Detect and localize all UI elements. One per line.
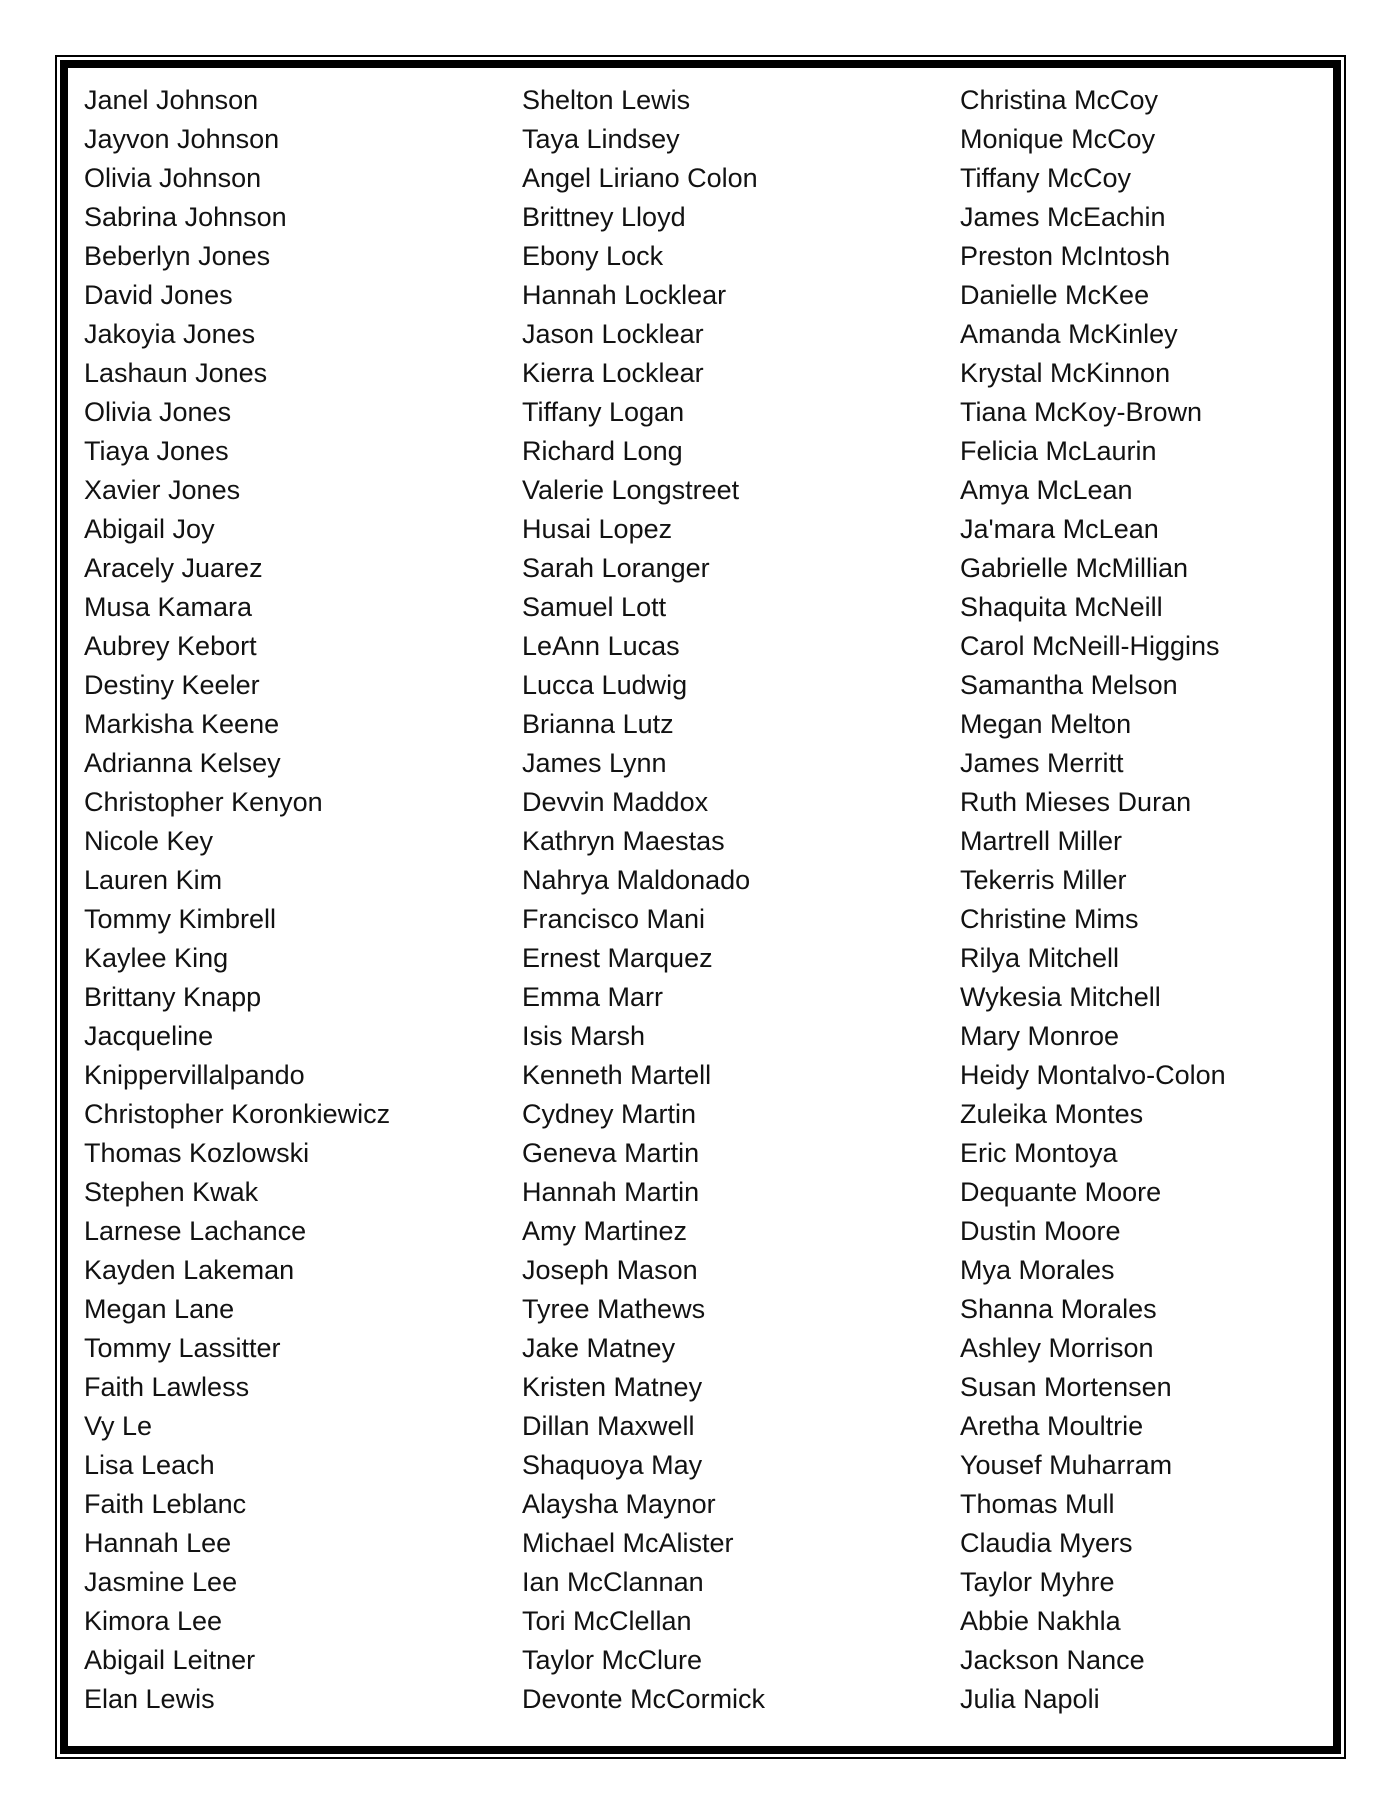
list-item: Wykesia Mitchell <box>960 982 1161 1012</box>
list-item: Tommy Kimbrell <box>84 904 277 934</box>
list-item: Tyree Mathews <box>522 1294 706 1324</box>
list-item: Michael McAlister <box>522 1528 734 1558</box>
list-item: Shelton Lewis <box>522 85 691 115</box>
list-item: Taya Lindsey <box>522 124 680 154</box>
list-item: Dustin Moore <box>960 1216 1121 1246</box>
list-item: Lucca Ludwig <box>522 670 688 700</box>
list-item: Monique McCoy <box>960 124 1156 154</box>
list-item: Xavier Jones <box>84 475 241 505</box>
list-item: David Jones <box>84 280 233 310</box>
list-item: Geneva Martin <box>522 1138 700 1168</box>
list-item: Destiny Keeler <box>84 670 260 700</box>
list-item: Megan Lane <box>84 1294 235 1324</box>
list-item: James Merritt <box>960 748 1124 778</box>
list-item: Tiana McKoy-Brown <box>960 397 1203 427</box>
list-item: Vy Le <box>84 1411 153 1441</box>
list-item: Jake Matney <box>522 1333 676 1363</box>
list-item: Kenneth Martell <box>522 1060 712 1090</box>
list-item: Sabrina Johnson <box>84 202 287 232</box>
list-item: Julia Napoli <box>960 1684 1100 1714</box>
list-item: Jayvon Johnson <box>84 124 280 154</box>
list-item: LeAnn Lucas <box>522 631 680 661</box>
list-item: Christina McCoy <box>960 85 1159 115</box>
list-item: Christine Mims <box>960 904 1139 934</box>
name-column-1 <box>84 81 522 1719</box>
list-item: Danielle McKee <box>960 280 1150 310</box>
list-item: Devonte McCormick <box>522 1684 766 1714</box>
list-item: Carol McNeill-Higgins <box>960 631 1220 661</box>
list-item: Heidy Montalvo-Colon <box>960 1060 1226 1090</box>
list-item: Christopher Kenyon <box>84 787 323 817</box>
list-item: Megan Melton <box>960 709 1132 739</box>
list-item: Samuel Lott <box>522 592 667 622</box>
list-item: Olivia Johnson <box>84 163 262 193</box>
list-item: Mya Morales <box>960 1255 1115 1285</box>
list-item: Faith Leblanc <box>84 1489 247 1519</box>
list-item: Kimora Lee <box>84 1606 223 1636</box>
list-item: Kristen Matney <box>522 1372 703 1402</box>
list-item: Ja'mara McLean <box>960 514 1159 544</box>
list-item: Martrell Miller <box>960 826 1122 856</box>
list-item: Thomas Kozlowski <box>84 1138 310 1168</box>
page-border-frame <box>55 55 1346 1759</box>
list-item: Kayden Lakeman <box>84 1255 295 1285</box>
list-item: Ian McClannan <box>522 1567 704 1597</box>
list-item: James Lynn <box>522 748 667 778</box>
list-item: Jasmine Lee <box>84 1567 238 1597</box>
list-item: Shaquita McNeill <box>960 592 1163 622</box>
list-item: Aracely Juarez <box>84 553 263 583</box>
list-item: Elan Lewis <box>84 1684 215 1714</box>
list-item: Beberlyn Jones <box>84 241 271 271</box>
list-item: Shanna Morales <box>960 1294 1157 1324</box>
list-item: Tiffany McCoy <box>960 163 1132 193</box>
list-item: Angel Liriano Colon <box>522 163 758 193</box>
list-item: Tommy Lassitter <box>84 1333 281 1363</box>
list-item: Jason Locklear <box>522 319 704 349</box>
list-item: Abigail Leitner <box>84 1645 256 1675</box>
list-item: Zuleika Montes <box>960 1099 1144 1129</box>
list-item: Markisha Keene <box>84 709 280 739</box>
list-item: Alaysha Maynor <box>522 1489 716 1519</box>
list-item: Dequante Moore <box>960 1177 1162 1207</box>
list-item: Taylor Myhre <box>960 1567 1115 1597</box>
list-item: Aretha Moultrie <box>960 1411 1144 1441</box>
list-item: Preston McIntosh <box>960 241 1171 271</box>
list-item: Kierra Locklear <box>522 358 704 388</box>
list-item: Hannah Locklear <box>522 280 727 310</box>
list-item: Faith Lawless <box>84 1372 250 1402</box>
list-item: Hannah Martin <box>522 1177 700 1207</box>
list-item: Felicia McLaurin <box>960 436 1157 466</box>
list-item: Aubrey Kebort <box>84 631 257 661</box>
list-item: Nahrya Maldonado <box>522 865 751 895</box>
list-item: Dillan Maxwell <box>522 1411 695 1441</box>
list-item: Lashaun Jones <box>84 358 268 388</box>
list-item: James McEachin <box>960 202 1166 232</box>
list-item: Gabrielle McMillian <box>960 553 1189 583</box>
list-item: Kaylee King <box>84 943 229 973</box>
list-item: Janel Johnson <box>84 85 259 115</box>
list-item: Amy Martinez <box>522 1216 688 1246</box>
list-item: Krystal McKinnon <box>960 358 1171 388</box>
list-item: Claudia Myers <box>960 1528 1133 1558</box>
list-item: Ashley Morrison <box>960 1333 1154 1363</box>
list-item: Abigail Joy <box>84 514 215 544</box>
list-item: Samantha Melson <box>960 670 1178 700</box>
list-item: Tekerris Miller <box>960 865 1127 895</box>
name-list <box>84 81 1333 1719</box>
list-item: Nicole Key <box>84 826 214 856</box>
list-item: Brittany Knapp <box>84 982 262 1012</box>
name-column-2 <box>522 81 960 1719</box>
list-item: Husai Lopez <box>522 514 673 544</box>
list-item: Rilya Mitchell <box>960 943 1120 973</box>
list-item: Larnese Lachance <box>84 1216 307 1246</box>
list-item: Hannah Lee <box>84 1528 232 1558</box>
list-item: Susan Mortensen <box>960 1372 1172 1402</box>
list-item: Yousef Muharram <box>960 1450 1173 1480</box>
list-item: Valerie Longstreet <box>522 475 740 505</box>
page-border-inner <box>60 60 1341 1754</box>
list-item: Emma Marr <box>522 982 663 1012</box>
list-item: Mary Monroe <box>960 1021 1120 1051</box>
list-item: Abbie Nakhla <box>960 1606 1121 1636</box>
list-item: Knippervillalpando <box>84 1060 305 1090</box>
list-item: Olivia Jones <box>84 397 232 427</box>
list-item: Sarah Loranger <box>522 553 710 583</box>
list-item: Musa Kamara <box>84 592 253 622</box>
list-item: Brianna Lutz <box>522 709 674 739</box>
list-item: Stephen Kwak <box>84 1177 259 1207</box>
list-item: Cydney Martin <box>522 1099 697 1129</box>
list-item: Joseph Mason <box>522 1255 698 1285</box>
list-item: Jakoyia Jones <box>84 319 256 349</box>
list-item: Devvin Maddox <box>522 787 709 817</box>
list-item: Shaquoya May <box>522 1450 703 1480</box>
list-item: Lisa Leach <box>84 1450 215 1480</box>
list-item: Richard Long <box>522 436 683 466</box>
name-column-3 <box>960 81 1330 1719</box>
list-item: Jacqueline <box>84 1021 214 1051</box>
list-item: Ebony Lock <box>522 241 664 271</box>
list-item: Tiaya Jones <box>84 436 229 466</box>
list-item: Adrianna Kelsey <box>84 748 281 778</box>
list-item: Amya McLean <box>960 475 1133 505</box>
list-item: Thomas Mull <box>960 1489 1115 1519</box>
list-item: Isis Marsh <box>522 1021 646 1051</box>
list-item: Lauren Kim <box>84 865 223 895</box>
list-item: Brittney Lloyd <box>522 202 686 232</box>
list-item: Tiffany Logan <box>522 397 685 427</box>
list-item: Taylor McClure <box>522 1645 703 1675</box>
list-item: Amanda McKinley <box>960 319 1178 349</box>
list-item: Jackson Nance <box>960 1645 1145 1675</box>
list-item: Kathryn Maestas <box>522 826 725 856</box>
list-item: Francisco Mani <box>522 904 706 934</box>
list-item: Christopher Koronkiewicz <box>84 1099 391 1129</box>
list-item: Ruth Mieses Duran <box>960 787 1192 817</box>
list-item: Ernest Marquez <box>522 943 713 973</box>
list-item: Eric Montoya <box>960 1138 1118 1168</box>
list-item: Tori McClellan <box>522 1606 692 1636</box>
